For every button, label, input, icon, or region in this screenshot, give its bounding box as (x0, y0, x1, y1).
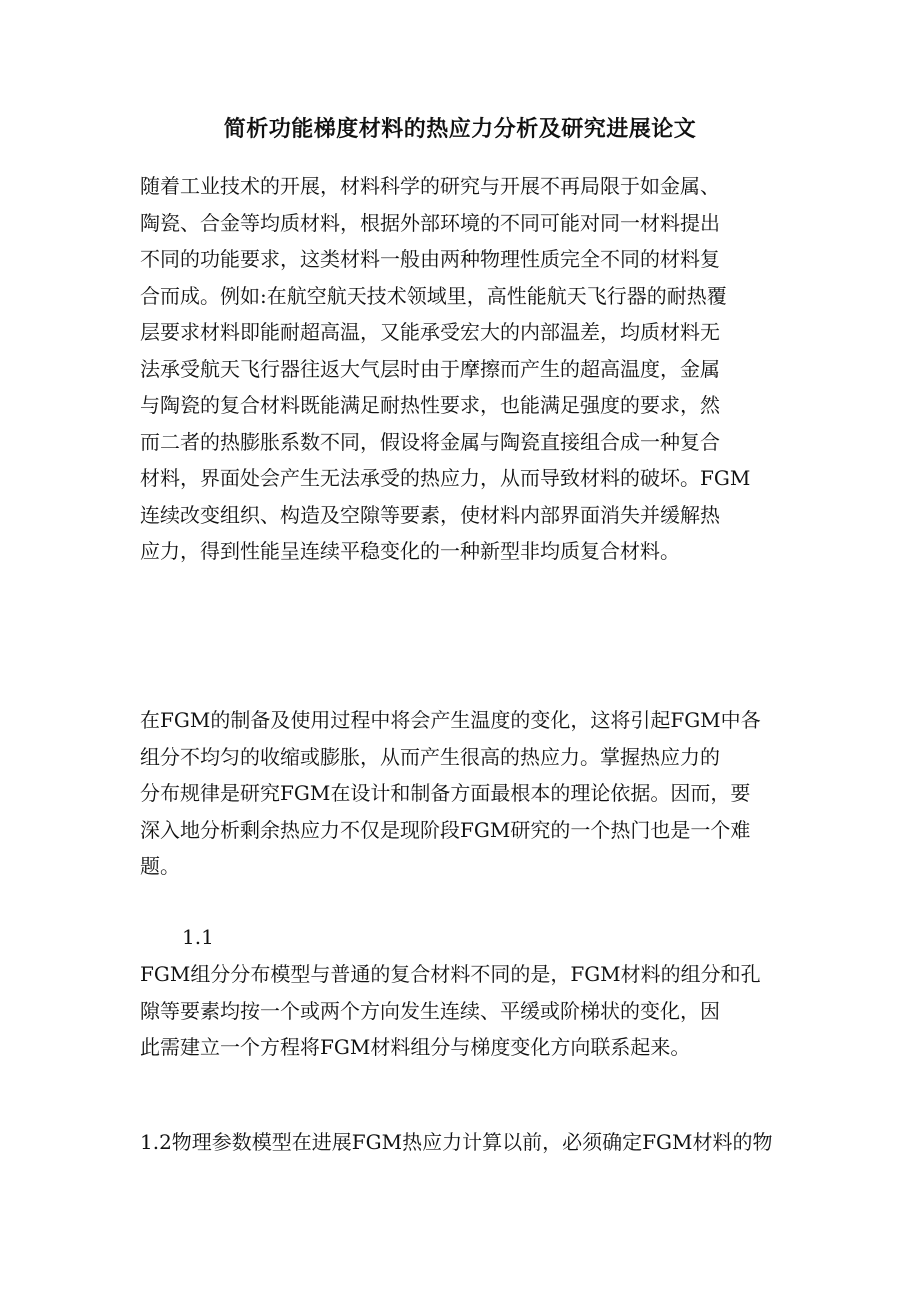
section-number-1-1: 1.1 (182, 925, 214, 949)
document-title: 简析功能梯度材料的热应力分析及研究进展论文 (223, 116, 697, 142)
paragraph-3: FGM组分分布模型与普通的复合材料不同的是，FGM材料的组分和孔 隙等要素均按一个或两个方向发生连续、平缓或阶梯状的变化，因 此需建立一个方程将FGM材料组分与梯度变化方向联系起来。 (140, 962, 761, 1059)
paragraph-2: 在FGM的制备及使用过程中将会产生温度的变化，这将引起FGM中各 组分不均匀的收缩或膨胀，从而产生很高的热应力。掌握热应力的 分布规律是研究FGM在设计和制备方面最根本的理论依据。因而，要 深入地分析剩余热应力不仅是现阶段FGM研究的一个热门也是一个难 题。 (140, 708, 761, 878)
paragraph-1: 随着工业技术的开展，材料科学的研究与开展不再局限于如金属、 陶瓷、合金等均质材料，根据外部环境的不同可能对同一材料提出 不同的功能要求，这类材料一般由两种物理性质完全不同的材料复 合而成。例如:在航空航天技术领域里，高性能航天飞行器的耐热覆 层要求材料即能耐超高温，又能承受宏大的内部温差，均质材料无 法承受航天飞行器往返大气层时由于摩擦而产生的超高温度，金属 与陶瓷的复合材料既能满足耐热性要求，也能满足强度的要求，然 而二者的热膨胀系数不同，假设将金属与陶瓷直接组合成一种复合 材料，界面处会产生无法承受的热应力，从而导致材料的破坏。FGM 连续改变组织、构造及空隙等要素，使材料内部界面消失并缓解热 应力，得到性能呈连续平稳变化的一种新型非均质复合材料。 (140, 174, 751, 563)
paragraph-4: 1.2物理参数模型在进展FGM热应力计算以前，必须确定FGM材料的物 (140, 1130, 773, 1154)
